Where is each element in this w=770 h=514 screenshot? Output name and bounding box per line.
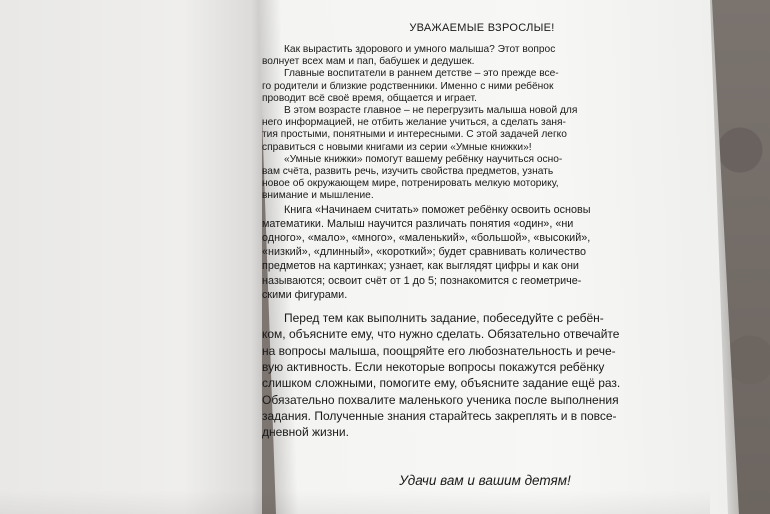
text-line: вам счёта, развить речь, изучить свойства предметов, узнать — [262, 166, 554, 178]
text-line: одного», «мало», «много», «маленький», «большой», «высокий», — [262, 232, 591, 245]
text-line: В этом возрасте главное – не перегрузить малыша новой для — [284, 105, 578, 117]
text-line: «Умные книжки» помогут вашему ребёнку научиться осно- — [284, 153, 563, 165]
intro-paragraph — [262, 105, 692, 154]
text-line: Как вырастить здорового и умного малыша? Этот вопрос — [284, 44, 556, 55]
book-description-paragraph — [262, 203, 692, 302]
text-line: ком, объясните ему, что нужно сделать. Обязательно отвечайте — [262, 327, 620, 342]
closing-wish: Удачи вам и вашим детям! — [399, 473, 571, 488]
intro-paragraph — [262, 154, 692, 203]
text-line: слишком сложными, помогите ему, объясните задание ещё раз. — [262, 376, 621, 391]
intro-paragraph — [262, 68, 692, 105]
text-line: него информацией, не отбить желание учиться, а сделать заня- — [262, 117, 566, 129]
text-line: вую активность. Если некоторые вопросы покажутся ребёнку — [262, 359, 605, 374]
left-page — [0, 0, 262, 514]
intro-paragraphs — [262, 44, 692, 203]
text-line: Книга «Начинаем считать» поможет ребёнку освоить основы — [284, 203, 591, 216]
text-line: предметов на картинках; узнает, как выглядят цифры и как они — [262, 260, 579, 273]
page-text — [262, 22, 692, 440]
text-line: новое об окружающем мире, потренировать мелкую моторику, — [262, 178, 559, 190]
advice-paragraph — [262, 310, 692, 440]
text-line: на вопросы малыша, поощряйте его любознательность и рече- — [262, 343, 616, 358]
text-line: скими фигурами. — [262, 288, 348, 301]
text-line: задания. Полученные знания старайтесь закреплять и в повсе- — [262, 408, 617, 423]
text-line: «низкий», «длинный», «короткий»; будет сравнивать количество — [262, 246, 586, 259]
page-title: УВАЖАЕМЫЕ ВЗРОСЛЫЕ! — [409, 22, 555, 34]
text-line: Перед тем как выполнить задание, побеседуйте с ребён- — [284, 311, 604, 326]
text-line: называются; освоит счёт от 1 до 5; познакомится с геометриче- — [262, 274, 582, 287]
text-line: Обязательно похвалите маленького ученика после выполнения — [262, 392, 619, 407]
text-line: волнует всех мам и пап, бабушек и дедушек. — [262, 56, 475, 68]
text-line: тия простыми, понятными и интересными. С этой задачей легко — [262, 129, 567, 141]
page-shadow — [0, 490, 710, 514]
text-line: математики. Малыш научится различать понятия «один», «ни — [262, 217, 574, 230]
text-line: справиться с новыми книгами из серии «Умные книжки»! — [262, 141, 532, 153]
intro-paragraph — [262, 44, 692, 68]
text-line: дневной жизни. — [262, 425, 349, 440]
text-line: внимание и мышление. — [262, 190, 374, 202]
text-line: проводит всё своё время, общается и играет. — [262, 92, 477, 104]
text-line: Главные воспитатели в раннем детстве – это прежде все- — [284, 68, 559, 80]
text-line: го родители и близкие родственники. Именно с ними ребёнок — [262, 80, 554, 92]
